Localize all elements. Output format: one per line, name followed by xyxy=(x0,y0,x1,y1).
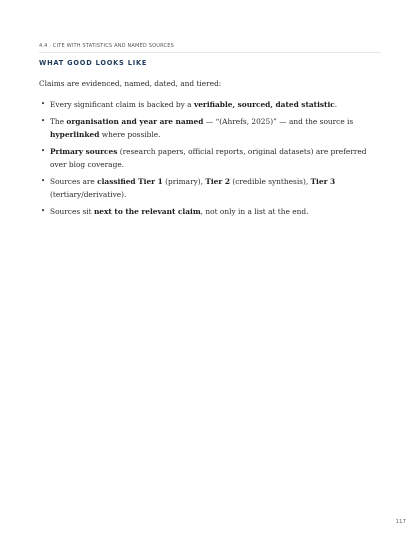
bullet-text: — “(Ahrefs, 2025)” — and the source is xyxy=(203,117,354,126)
bullet-text: . xyxy=(334,100,338,109)
running-header: 4.4 · CITE WITH STATISTICS AND NAMED SOURCES xyxy=(39,43,174,49)
bullet-icon: • xyxy=(41,117,46,125)
bullet-emphasis: Tier 2 xyxy=(205,177,230,186)
bullet-text: , not only in a list at the end. xyxy=(200,207,309,216)
bullet-emphasis: next to the relevant claim xyxy=(93,207,201,216)
claims-bullet-list xyxy=(39,98,384,222)
bullet-emphasis: Primary sources xyxy=(50,147,118,156)
section-heading: WHAT GOOD LOOKS LIKE xyxy=(39,59,148,67)
bullet-icon: • xyxy=(41,147,46,155)
bullet-text: Every significant claim is backed by a xyxy=(50,100,194,109)
bullet-emphasis: organisation and year are named xyxy=(66,117,204,126)
bullet-text: where possible. xyxy=(99,130,161,139)
list-item xyxy=(39,98,384,111)
page-number: 117 xyxy=(395,519,406,525)
list-item xyxy=(39,175,384,201)
bullet-icon: • xyxy=(41,207,46,215)
list-item xyxy=(39,205,384,218)
bullet-emphasis: hyperlinked xyxy=(50,130,100,139)
bullet-text: (primary), xyxy=(162,177,206,186)
bullet-emphasis: classified Tier 1 xyxy=(97,177,163,186)
header-divider xyxy=(39,52,381,53)
bullet-text: (tertiary/derivative). xyxy=(50,190,127,199)
bullet-text: (research papers, official reports, original datasets) are preferred over blog coverage. xyxy=(50,147,367,169)
bullet-text: (credible synthesis), xyxy=(230,177,311,186)
bullet-icon: • xyxy=(41,100,46,108)
bullet-icon: • xyxy=(41,177,46,185)
list-item xyxy=(39,145,384,171)
intro-paragraph: Claims are evidenced, named, dated, and tiered: xyxy=(39,79,222,88)
bullet-emphasis: Tier 3 xyxy=(310,177,336,186)
bullet-text: Sources sit xyxy=(50,207,94,216)
bullet-text: The xyxy=(50,117,67,126)
list-item xyxy=(39,115,384,141)
bullet-emphasis: verifiable, sourced, dated statistic xyxy=(193,100,335,109)
bullet-text: Sources are xyxy=(50,177,98,186)
